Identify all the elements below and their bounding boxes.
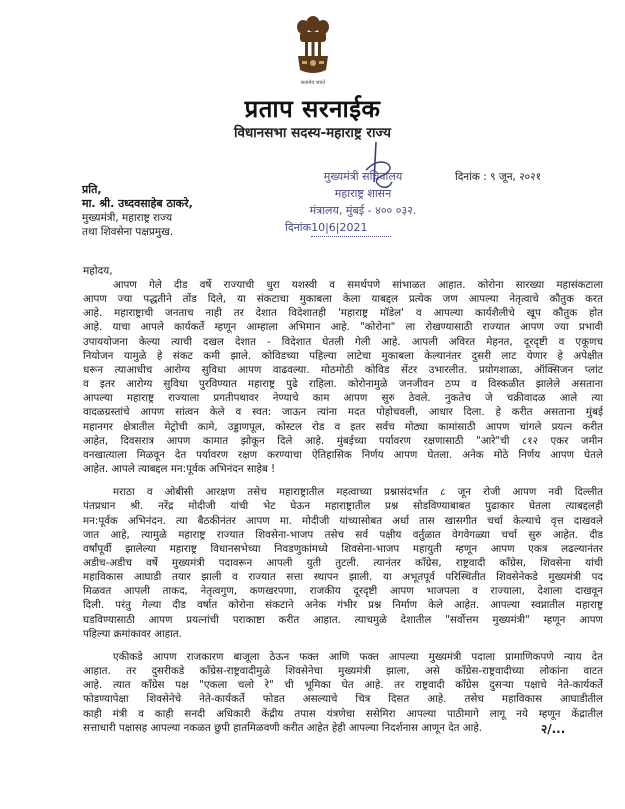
body-line: आहेत, दिवसरात्र आपण कामात झोकून दिले आहे. मुंबईच्या पर्यावरण रक्षणासाठी "आरे"ची ८१२ एकर जमीन bbox=[83, 434, 603, 447]
body-line: आपण गेले दीड वर्षे राज्याची धुरा यशस्वी व समर्थपणे सांभाळत आहात. कोरोना सारख्या महासंकटाला bbox=[113, 279, 603, 291]
stamp-address: मंत्रालय, मुंबई - ४०० ०३२. bbox=[309, 204, 417, 217]
stamp-date-row bbox=[283, 219, 443, 237]
body-line: जात आहे, त्यामुळे महाराष्ट्र राज्यात शिवसेना-भाजप तसेच सर्व पक्षीय वर्तुळात वेगवेगळ्या चर्चा सुरु आहेत. दीड bbox=[83, 528, 603, 541]
body-line: मिळवत आपली ताकद, नेतृत्वगुण, कणखरपणा, राजकीय दूरदृष्टी आपण भाजपला व राज्याला, देशाला दाखवून bbox=[83, 585, 603, 598]
body-line: सत्ताधारी पक्षासह आपल्या नकळत छुपी हातमिळवणी करीत आहेत हेही आपल्या निदर्शनास आणून देत आहे. bbox=[83, 721, 483, 734]
salutation: महोदय, bbox=[83, 265, 113, 277]
body-line: आहे. याचा आपले कार्यकर्ते म्हणून आम्हाला अभिमान आहे. "कोरोना" ला रोखण्यासाठी राज्यात आपण ज्या प्रभावी bbox=[83, 321, 603, 334]
body-line: पहिल्या क्रमांकावर आहात. bbox=[83, 627, 182, 640]
body-line: धरून त्याआधीच आरोग्य सुविधा आपण वाढवल्या. मोठमोठी कोविड सेंटर उभारलीत. प्रयोगशाळा, ऑक्सिजन प्लांट bbox=[83, 363, 603, 376]
recipient-prefix: प्रति, bbox=[82, 183, 102, 196]
body-line: आपण ज्या पद्धतीने तोंड दिले, या संकटाचा मुकाबला केला याबद्दल प्रत्येक जण आपल्या नेतृत्वाचे कौतुक करत bbox=[83, 293, 603, 306]
stamp-office: मुख्यमंत्री सचिवालय bbox=[323, 170, 403, 183]
body-line: वर्षांपूर्वी झालेल्या महाराष्ट्र विधानसभेच्या निवडणुकांमध्ये शिवसेना-भाजप महायुती म्हणून आपण एकत्र लढल्यानंतर bbox=[83, 542, 603, 555]
stamp-date-value: 10|6|2021 bbox=[311, 219, 391, 237]
body-line: पंतप्रधान श्री. नरेंद्र मोदीजी यांची भेट घेऊन महाराष्ट्रातील प्रश्न सोडविण्याबाबत पुढाकार घेतला त्याबद्दलही bbox=[83, 500, 603, 513]
paragraph-2 bbox=[83, 485, 603, 641]
body-line: महाविकास आघाडी तयार झाली व राज्यात सत्ता स्थापन झाली. या अभूतपूर्व परिस्थितीत शिवसेनेकडे मुख्यमंत्री पद bbox=[83, 571, 603, 584]
body-line: दिली. परंतु गेल्या दीड वर्षात कोरोना संकटाने अनेक गंभीर प्रश्न निर्माण केले आहेत. आपल्या स्वप्नातील महाराष्ट्र bbox=[83, 599, 603, 612]
recipient-party: तथा शिवसेना पक्षप्रमुख. bbox=[82, 226, 174, 238]
recipient-block bbox=[82, 183, 193, 239]
body-line: मराठा व ओबीसी आरक्षण तसेच महाराष्ट्रातील महत्वाच्या प्रश्नासंदर्भात ८ जून रोजी आपण नवी दिल्लीत bbox=[113, 486, 603, 499]
letter-body bbox=[83, 278, 603, 744]
state-emblem-icon bbox=[288, 12, 338, 76]
paragraph-3 bbox=[83, 650, 603, 735]
body-line: वनखात्याला मिळवून देत पर्यावरण रक्षण करण्याचा ऐतिहासिक निर्णय आपण घेतला. अनेक मोठे निर्णय आपण घेतले bbox=[83, 448, 603, 461]
body-line: व इतर आरोग्य सुविधा पुरविण्यात महाराष्ट्र पुढे राहिला. कोरोनामुळे जनजीवन ठप्प व विस्कळीत झालेले असताना bbox=[83, 378, 603, 391]
received-stamp bbox=[283, 168, 443, 237]
body-line: फोडण्यापेक्षा शिवसेनेचे नेते-कार्यकर्ते फोडत असल्याचे चित्र दिसत आहे. तसेच महाविकास आघाडीतील bbox=[83, 693, 603, 706]
stamp-date-label: दिनांक bbox=[285, 221, 312, 234]
body-line: एकीकडे आपण राजकारण बाजूला ठेऊन फक्त आणि फक्त आपल्या मुख्यमंत्री पदाला प्रामाणिकपणे न्याय देत bbox=[113, 650, 603, 663]
stamp-government: महाराष्ट्र शासन bbox=[334, 187, 392, 200]
body-line: उपाययोजना केल्या त्याची दखल देशात - विदेशात घेतली गेली आहे. आपली अविरत मेहनत, दूरदृष्टी व एकूणच bbox=[83, 335, 603, 348]
recipient-title: मुख्यमंत्री, महाराष्ट्र राज्य bbox=[82, 212, 173, 224]
body-line: काही मंत्री व काही सनदी अधिकारी केंद्रीय तपास यंत्रणेचा ससेमिरा आपल्या पाठीमागे लागू नये म्हणून केंद्रातील bbox=[83, 707, 603, 720]
body-line: मन:पूर्वक अभिनंदन. त्या बैठकीनंतर आपण मा. मोदीजी यांच्यासोबत अर्धा तास खासगीत चर्चा केल्याचे वृत्त दाखवले bbox=[83, 514, 603, 527]
body-line: आपल्या महाराष्ट्र राज्याला प्रगतीपथावर नेण्याचे काम आपण सुरु ठेवले. नुकतेच जे चक्रीवादळ आले त्या bbox=[83, 392, 603, 405]
body-line: आहे. त्यात कॉंग्रेस पक्ष "एकला चलो रे" ची भूमिका घेत आहे. तर राष्ट्रवादी कॉंग्रेस दुसऱ्या पक्षाचे नेते-कार्यकर्ते bbox=[83, 679, 603, 692]
recipient-name: मा. श्री. उध्दवसाहेब ठाकरे, bbox=[82, 197, 193, 210]
letter-date: दिनांक : ९ जून, २०२१ bbox=[455, 171, 542, 183]
body-line: घडविण्यासाठी आपण प्रयत्नांची पराकाष्टा करीत आहात. त्याचमुळे देशातील "सर्वोत्तम मुख्यमंत्री" म्हणून आपण bbox=[83, 613, 603, 626]
body-line: महानगर क्षेत्रातील मेट्रोची कामे, उड्डाणपूल, कोस्टल रोड व इतर सर्वच मोठ्या कामांसाठी आपण चांगले प्रयत्न करीत bbox=[83, 420, 603, 433]
letterhead-designation: विधानसभा सदस्य-महाराष्ट्र राज्य bbox=[234, 125, 391, 141]
body-line: अडीच-अडीच वर्षे मुख्यमंत्री पदावरून आपली युती तुटली. त्यानंतर कॉंग्रेस, राष्ट्रवादी कॉंग्रेस, शिवसेना यांची bbox=[83, 556, 603, 569]
body-line: आहात. तर दुसरीकडे कॉंग्रेस-राष्ट्रवादीमुळे शिवसेनेचा मुख्यमंत्री झाला, असे कॉंग्रेस-राष्ट्रवादीच्या लोकांना वाटत bbox=[83, 665, 603, 678]
page-continuation: २/... bbox=[541, 722, 566, 736]
paragraph-1 bbox=[83, 278, 603, 476]
body-line: आहेत. आपले त्याबद्दल मन:पूर्वक अभिनंदन साहेब ! bbox=[83, 463, 276, 476]
letterhead-name: प्रताप सरनाईक bbox=[244, 95, 381, 123]
body-line: नियोजन यामुळे हे संकट कमी झाले. कोविडच्या पहिल्या लाटेचा मुकाबला केल्यानंतर दुसरी लाट येणार हे अपेक्षीत bbox=[83, 349, 603, 362]
emblem-motto: सत्यमेव जयते bbox=[300, 80, 326, 86]
body-line: आहे. महाराष्ट्राची जनताच नाही तर देशात विदेशातही 'महाराष्ट्र मॉडेल' व आपल्या कार्यशैलीचे खूप कौतुक होत bbox=[83, 307, 603, 320]
body-line: वादळग्रस्तांचे आपण सांत्वन केले व स्वत: जाऊन त्यांना मदत पोहोचवली, आधार दिला. हे करीत असताना मुंबई bbox=[83, 406, 603, 419]
